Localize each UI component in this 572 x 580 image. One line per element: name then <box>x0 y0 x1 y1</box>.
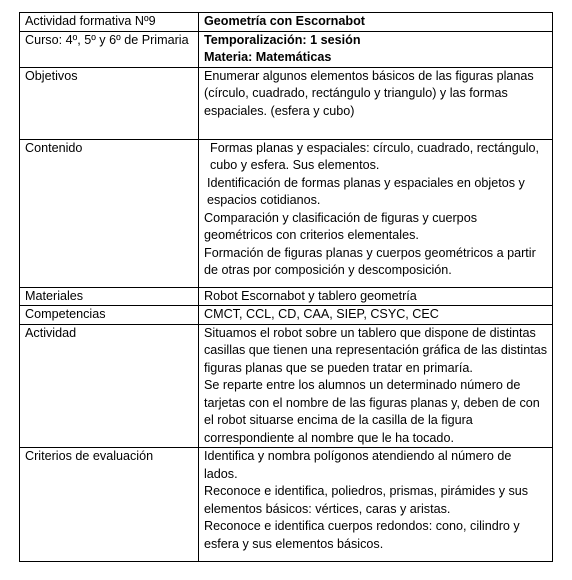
header-row <box>20 13 553 32</box>
actividad-row <box>20 324 553 448</box>
curso-label: Curso: 4º, 5º y 6º de Primaria <box>20 31 199 67</box>
curso-details <box>199 31 553 67</box>
actividad-paragraph: Situamos el robot sobre un tablero que dispone de distintas casillas que tienen una representación gráfica de las distintas figuras planas que se pueden tratar en primaría. <box>204 325 548 375</box>
activity-plan-table <box>19 12 553 562</box>
materia-text: Materia: Matemáticas <box>204 50 332 64</box>
activity-title: Geometría con Escornabot <box>199 13 553 32</box>
criterios-row <box>20 448 553 562</box>
contenido-item: Identificación de formas planas y espaciales en objetos y espacios cotidianos. <box>207 175 525 207</box>
temporalizacion-text: Temporalización: 1 sesión <box>204 32 361 47</box>
criterio-item: Reconoce e identifica cuerpos redondos: cono, cilindro y esfera y sus elementos básicos. <box>204 519 520 551</box>
activity-number: Actividad formativa Nº9 <box>20 13 199 32</box>
objetivos-row <box>20 67 553 139</box>
contenido-item: Formas planas y espaciales: círculo, cuadrado, rectángulo, cubo y esfera. Sus elementos. <box>210 140 540 172</box>
materiales-row <box>20 287 553 306</box>
criterio-item: Identifica y nombra polígonos atendiendo al número de lados. <box>204 449 512 481</box>
criterio-item: Reconoce e identifica, poliedros, prismas, pirámides y sus elementos básicos: vértices, caras y aristas. <box>204 484 529 516</box>
contenido-item: Comparación y clasificación de figuras y cuerpos geométricos con criterios elementales. <box>204 210 477 242</box>
actividad-label: Actividad <box>20 324 199 448</box>
materiales-label: Materiales <box>20 287 199 306</box>
competencias-label: Competencias <box>20 306 199 325</box>
competencias-text: CMCT, CCL, CD, CAA, SIEP, CSYC, CEC <box>199 306 553 325</box>
actividad-text <box>199 324 553 448</box>
contenido-label: Contenido <box>20 139 199 287</box>
actividad-paragraph: Se reparte entre los alumnos un determinado número de tarjetas con el nombre de las figuras planas y, deben de con el robot situarse encima de la casilla de la figura correspondiente al nombre que le ha tocado. <box>204 378 540 445</box>
criterios-label: Criterios de evaluación <box>20 448 199 562</box>
contenido-row <box>20 139 553 287</box>
objetivos-text: Enumerar algunos elementos básicos de las figuras planas (círculo, cuadrado, rectángulo y triangulo) y las formas espaciales. (esfera y cubo) <box>199 67 553 139</box>
contenido-item: Formación de figuras planas y cuerpos geométricos a partir de otras por composición y descomposición. <box>204 245 536 277</box>
curso-row <box>20 31 553 67</box>
contenido-list <box>199 139 553 287</box>
objetivos-label: Objetivos <box>20 67 199 139</box>
competencias-row <box>20 306 553 325</box>
criterios-list <box>199 448 553 562</box>
materiales-text: Robot Escornabot y tablero geometría <box>199 287 553 306</box>
